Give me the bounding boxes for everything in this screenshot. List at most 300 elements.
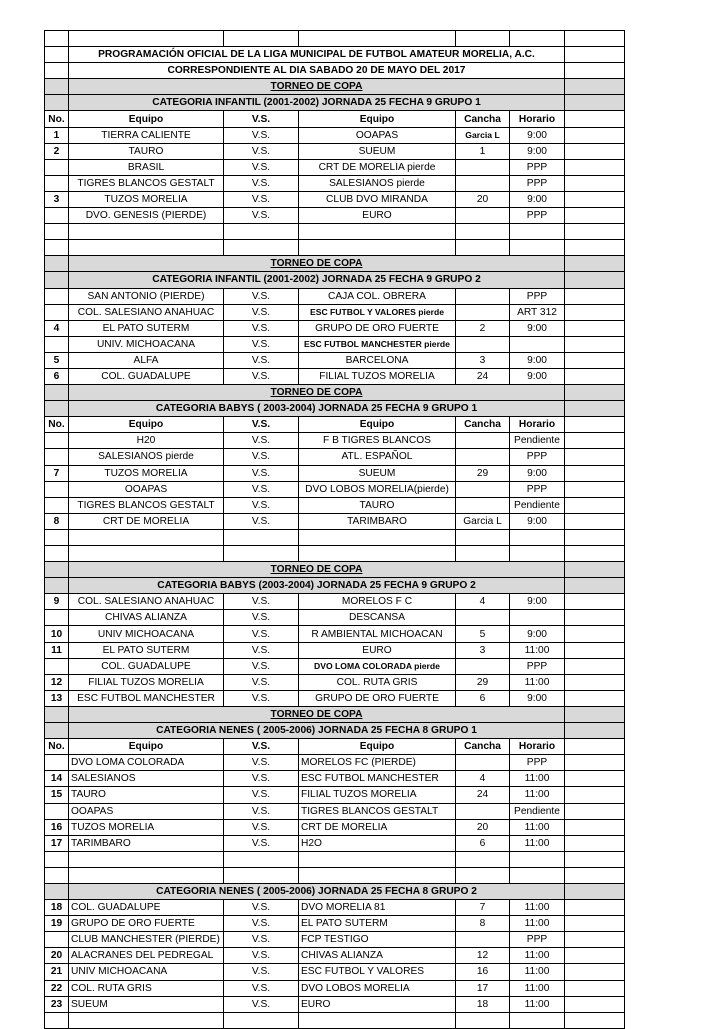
empty-cell <box>299 851 456 867</box>
torneo-heading: TORNEO DE COPA <box>69 385 565 401</box>
home-team: CHIVAS ALIANZA <box>69 610 224 626</box>
home-team: TUZOS MORELIA <box>69 465 224 481</box>
away-team: EURO <box>299 996 456 1012</box>
empty-cell <box>45 723 69 739</box>
empty-cell <box>45 401 69 417</box>
cancha-cell <box>456 304 510 320</box>
vs-label: V.S. <box>224 208 299 224</box>
vs-label: V.S. <box>224 916 299 932</box>
vs-label: V.S. <box>224 497 299 513</box>
horario-cell: PPP <box>510 932 565 948</box>
cancha-cell <box>456 497 510 513</box>
away-team: DVO LOBOS MORELIA <box>299 980 456 996</box>
cancha-cell <box>456 610 510 626</box>
empty-cell <box>565 562 625 578</box>
match-number: 6 <box>45 368 69 384</box>
home-team: SAN ANTONIO (PIERDE) <box>69 288 224 304</box>
match-row <box>45 127 625 143</box>
away-team: SUEUM <box>299 465 456 481</box>
empty-cell <box>565 964 625 980</box>
empty-cell <box>565 578 625 594</box>
header-equipo-home: Equipo <box>69 739 224 755</box>
empty-cell <box>224 867 299 883</box>
empty-cell <box>565 433 625 449</box>
empty-cell <box>565 127 625 143</box>
vs-label: V.S. <box>224 481 299 497</box>
category-row <box>45 95 625 111</box>
away-team: ESC FUTBOL Y VALORES pierde <box>299 304 456 320</box>
cancha-cell: 20 <box>456 819 510 835</box>
away-team: BARCELONA <box>299 352 456 368</box>
empty-cell <box>565 417 625 433</box>
match-row <box>45 964 625 980</box>
cancha-cell: 20 <box>456 191 510 207</box>
match-number <box>45 433 69 449</box>
match-number: 10 <box>45 626 69 642</box>
cancha-cell: 5 <box>456 626 510 642</box>
empty-cell <box>565 79 625 95</box>
match-row <box>45 208 625 224</box>
empty-cell <box>45 47 69 63</box>
empty-cell <box>565 916 625 932</box>
vs-label: V.S. <box>224 288 299 304</box>
match-number: 22 <box>45 980 69 996</box>
cancha-cell: 16 <box>456 964 510 980</box>
cancha-cell <box>456 433 510 449</box>
header-equipo-home: Equipo <box>69 111 224 127</box>
empty-cell <box>510 31 565 47</box>
away-team: ESC FUTBOL MANCHESTER pierde <box>299 336 456 352</box>
empty-cell <box>510 529 565 545</box>
torneo-heading: TORNEO DE COPA <box>69 706 565 722</box>
empty-cell <box>456 1012 510 1028</box>
vs-label: V.S. <box>224 787 299 803</box>
cancha-cell <box>456 288 510 304</box>
empty-cell <box>565 819 625 835</box>
match-row <box>45 449 625 465</box>
torneo-heading: TORNEO DE COPA <box>69 562 565 578</box>
title-row <box>45 63 625 79</box>
home-team: COL. SALESIANO ANAHUAC <box>69 594 224 610</box>
vs-label: V.S. <box>224 900 299 916</box>
empty-cell <box>69 1012 224 1028</box>
horario-cell: PPP <box>510 481 565 497</box>
horario-cell: 11:00 <box>510 771 565 787</box>
vs-label: V.S. <box>224 835 299 851</box>
torneo-heading: TORNEO DE COPA <box>69 256 565 272</box>
home-team: EL PATO SUTERM <box>69 320 224 336</box>
horario-cell: 9:00 <box>510 465 565 481</box>
home-team: BRASIL <box>69 159 224 175</box>
category-heading: CATEGORIA BABYS (2003-2004) JORNADA 25 FECHA 9 GRUPO 2 <box>69 578 565 594</box>
empty-cell <box>224 546 299 562</box>
match-row <box>45 513 625 529</box>
away-team: FCP TESTIGO <box>299 932 456 948</box>
horario-cell: 11:00 <box>510 916 565 932</box>
empty-cell <box>456 529 510 545</box>
empty-cell <box>565 513 625 529</box>
home-team: TAURO <box>69 787 224 803</box>
match-number <box>45 803 69 819</box>
cancha-cell: Garcia L <box>456 127 510 143</box>
header-equipo-home: Equipo <box>69 417 224 433</box>
match-number <box>45 610 69 626</box>
vs-label: V.S. <box>224 642 299 658</box>
cancha-cell: 18 <box>456 996 510 1012</box>
empty-cell <box>565 594 625 610</box>
empty-cell <box>69 31 224 47</box>
empty-cell <box>565 755 625 771</box>
empty-cell <box>565 948 625 964</box>
match-row <box>45 465 625 481</box>
match-row <box>45 755 625 771</box>
match-row <box>45 433 625 449</box>
cancha-cell: 7 <box>456 900 510 916</box>
away-team: OOAPAS <box>299 127 456 143</box>
horario-cell: PPP <box>510 658 565 674</box>
home-team: TIERRA CALIENTE <box>69 127 224 143</box>
horario-cell: 9:00 <box>510 690 565 706</box>
away-team: DVO MORELIA 81 <box>299 900 456 916</box>
empty-cell <box>69 851 224 867</box>
horario-cell: 9:00 <box>510 352 565 368</box>
empty-cell <box>565 610 625 626</box>
empty-cell <box>224 224 299 240</box>
cancha-cell: 1 <box>456 143 510 159</box>
away-team: CRT DE MORELIA <box>299 819 456 835</box>
empty-cell <box>299 240 456 256</box>
away-team: TAURO <box>299 497 456 513</box>
empty-cell <box>565 288 625 304</box>
column-header-row <box>45 111 625 127</box>
empty-cell <box>45 529 69 545</box>
vs-label: V.S. <box>224 191 299 207</box>
match-row <box>45 481 625 497</box>
category-row <box>45 723 625 739</box>
vs-label: V.S. <box>224 658 299 674</box>
match-number <box>45 497 69 513</box>
home-team: CLUB MANCHESTER (PIERDE) <box>69 932 224 948</box>
blank-row <box>45 546 625 562</box>
match-row <box>45 159 625 175</box>
away-team: ESC FUTBOL MANCHESTER <box>299 771 456 787</box>
empty-cell <box>45 63 69 79</box>
home-team: TIGRES BLANCOS GESTALT <box>69 175 224 191</box>
blank-row <box>45 240 625 256</box>
away-team: FILIAL TUZOS MORELIA <box>299 787 456 803</box>
horario-cell: PPP <box>510 449 565 465</box>
vs-label: V.S. <box>224 690 299 706</box>
horario-cell: Pendiente <box>510 497 565 513</box>
empty-cell <box>565 143 625 159</box>
match-row <box>45 594 625 610</box>
vs-label: V.S. <box>224 771 299 787</box>
empty-cell <box>45 1012 69 1028</box>
empty-cell <box>456 240 510 256</box>
vs-label: V.S. <box>224 368 299 384</box>
empty-cell <box>565 256 625 272</box>
empty-cell <box>565 690 625 706</box>
blank-row <box>45 31 625 47</box>
horario-cell: 11:00 <box>510 674 565 690</box>
cancha-cell: 8 <box>456 916 510 932</box>
away-team: CRT DE MORELIA pierde <box>299 159 456 175</box>
empty-cell <box>565 771 625 787</box>
away-team: EL PATO SUTERM <box>299 916 456 932</box>
horario-cell: PPP <box>510 755 565 771</box>
empty-cell <box>565 658 625 674</box>
category-heading: CATEGORIA INFANTIL (2001-2002) JORNADA 25 FECHA 9 GRUPO 2 <box>69 272 565 288</box>
home-team: SALESIANOS <box>69 771 224 787</box>
empty-cell <box>565 642 625 658</box>
vs-label: V.S. <box>224 932 299 948</box>
empty-cell <box>45 706 69 722</box>
category-row <box>45 883 625 899</box>
empty-cell <box>299 1012 456 1028</box>
vs-label: V.S. <box>224 948 299 964</box>
empty-cell <box>45 256 69 272</box>
home-team: ESC FUTBOL MANCHESTER <box>69 690 224 706</box>
empty-cell <box>299 31 456 47</box>
horario-cell: 9:00 <box>510 191 565 207</box>
home-team: ALFA <box>69 352 224 368</box>
vs-label: V.S. <box>224 996 299 1012</box>
away-team: GRUPO DE ORO FUERTE <box>299 320 456 336</box>
match-number <box>45 449 69 465</box>
match-number <box>45 208 69 224</box>
home-team: COL. GUADALUPE <box>69 658 224 674</box>
match-row <box>45 803 625 819</box>
horario-cell: 9:00 <box>510 127 565 143</box>
empty-cell <box>510 851 565 867</box>
empty-cell <box>45 562 69 578</box>
cancha-cell: 24 <box>456 787 510 803</box>
cancha-cell: 29 <box>456 674 510 690</box>
header-no: No. <box>45 417 69 433</box>
vs-label: V.S. <box>224 352 299 368</box>
home-team: TIGRES BLANCOS GESTALT <box>69 497 224 513</box>
match-number: 11 <box>45 642 69 658</box>
cancha-cell <box>456 449 510 465</box>
match-number: 21 <box>45 964 69 980</box>
away-team: CHIVAS ALIANZA <box>299 948 456 964</box>
home-team: GRUPO DE ORO FUERTE <box>69 916 224 932</box>
empty-cell <box>565 31 625 47</box>
header-vs: V.S. <box>224 739 299 755</box>
horario-cell: PPP <box>510 208 565 224</box>
empty-cell <box>565 449 625 465</box>
empty-cell <box>565 787 625 803</box>
match-row <box>45 996 625 1012</box>
match-row <box>45 932 625 948</box>
match-row <box>45 900 625 916</box>
match-row <box>45 368 625 384</box>
vs-label: V.S. <box>224 175 299 191</box>
empty-cell <box>45 224 69 240</box>
empty-cell <box>224 31 299 47</box>
empty-cell <box>45 851 69 867</box>
horario-cell: Pendiente <box>510 803 565 819</box>
empty-cell <box>45 79 69 95</box>
home-team: CRT DE MORELIA <box>69 513 224 529</box>
home-team: SUEUM <box>69 996 224 1012</box>
match-row <box>45 980 625 996</box>
home-team: COL. GUADALUPE <box>69 900 224 916</box>
home-team: TAURO <box>69 143 224 159</box>
category-row <box>45 401 625 417</box>
empty-cell <box>510 240 565 256</box>
empty-cell <box>456 224 510 240</box>
empty-cell <box>565 465 625 481</box>
match-row <box>45 497 625 513</box>
away-team: EURO <box>299 208 456 224</box>
cancha-cell <box>456 658 510 674</box>
horario-cell: 9:00 <box>510 320 565 336</box>
match-number <box>45 481 69 497</box>
empty-cell <box>565 95 625 111</box>
torneo-row <box>45 385 625 401</box>
match-row <box>45 835 625 851</box>
cancha-cell <box>456 481 510 497</box>
category-row <box>45 272 625 288</box>
vs-label: V.S. <box>224 626 299 642</box>
home-team: DVO LOMA COLORADA <box>69 755 224 771</box>
match-number: 2 <box>45 143 69 159</box>
empty-cell <box>565 208 625 224</box>
vs-label: V.S. <box>224 465 299 481</box>
cancha-cell <box>456 175 510 191</box>
empty-cell <box>565 626 625 642</box>
match-row <box>45 771 625 787</box>
home-team: FILIAL TUZOS MORELIA <box>69 674 224 690</box>
home-team: TARIMBARO <box>69 835 224 851</box>
vs-label: V.S. <box>224 594 299 610</box>
empty-cell <box>299 867 456 883</box>
match-number: 8 <box>45 513 69 529</box>
empty-cell <box>565 803 625 819</box>
vs-label: V.S. <box>224 674 299 690</box>
vs-label: V.S. <box>224 980 299 996</box>
empty-cell <box>565 883 625 899</box>
home-team: SALESIANOS pierde <box>69 449 224 465</box>
header-horario: Horario <box>510 417 565 433</box>
category-heading: CATEGORIA NENES ( 2005-2006) JORNADA 25 FECHA 8 GRUPO 1 <box>69 723 565 739</box>
empty-cell <box>565 835 625 851</box>
home-team: COL. RUTA GRIS <box>69 980 224 996</box>
empty-cell <box>456 31 510 47</box>
home-team: COL. GUADALUPE <box>69 368 224 384</box>
blank-row <box>45 851 625 867</box>
schedule-body <box>45 31 625 1029</box>
horario-cell: ART 312 <box>510 304 565 320</box>
category-heading: CATEGORIA NENES ( 2005-2006) JORNADA 25 FECHA 8 GRUPO 2 <box>69 883 565 899</box>
match-number: 9 <box>45 594 69 610</box>
blank-row <box>45 224 625 240</box>
away-team: COL. RUTA GRIS <box>299 674 456 690</box>
away-team: EURO <box>299 642 456 658</box>
torneo-row <box>45 562 625 578</box>
empty-cell <box>565 401 625 417</box>
cancha-cell: 2 <box>456 320 510 336</box>
empty-cell <box>565 159 625 175</box>
cancha-cell <box>456 336 510 352</box>
empty-cell <box>565 336 625 352</box>
away-team: ESC FUTBOL Y VALORES <box>299 964 456 980</box>
home-team: ALACRANES DEL PEDREGAL <box>69 948 224 964</box>
cancha-cell: 4 <box>456 771 510 787</box>
empty-cell <box>565 546 625 562</box>
empty-cell <box>565 996 625 1012</box>
empty-cell <box>565 851 625 867</box>
horario-cell <box>510 610 565 626</box>
vs-label: V.S. <box>224 803 299 819</box>
horario-cell: 9:00 <box>510 513 565 529</box>
match-row <box>45 626 625 642</box>
empty-cell <box>45 385 69 401</box>
home-team: EL PATO SUTERM <box>69 642 224 658</box>
empty-cell <box>565 240 625 256</box>
empty-cell <box>224 1012 299 1028</box>
match-row <box>45 610 625 626</box>
away-team: SALESIANOS pierde <box>299 175 456 191</box>
home-team: DVO. GENESIS (PIERDE) <box>69 208 224 224</box>
match-number: 12 <box>45 674 69 690</box>
horario-cell: 11:00 <box>510 835 565 851</box>
header-horario: Horario <box>510 111 565 127</box>
away-team: SUEUM <box>299 143 456 159</box>
empty-cell <box>510 867 565 883</box>
cancha-cell: 12 <box>456 948 510 964</box>
empty-cell <box>69 224 224 240</box>
cancha-cell: 24 <box>456 368 510 384</box>
away-team: MORELOS FC (PIERDE) <box>299 755 456 771</box>
home-team: COL. SALESIANO ANAHUAC <box>69 304 224 320</box>
title-row <box>45 47 625 63</box>
header-no: No. <box>45 111 69 127</box>
vs-label: V.S. <box>224 964 299 980</box>
match-number <box>45 304 69 320</box>
cancha-cell: 6 <box>456 690 510 706</box>
category-heading: CATEGORIA BABYS ( 2003-2004) JORNADA 25 FECHA 9 GRUPO 1 <box>69 401 565 417</box>
empty-cell <box>565 529 625 545</box>
empty-cell <box>565 368 625 384</box>
match-row <box>45 191 625 207</box>
match-number: 5 <box>45 352 69 368</box>
away-team: CLUB DVO MIRANDA <box>299 191 456 207</box>
empty-cell <box>45 240 69 256</box>
away-team: ATL. ESPAÑOL <box>299 449 456 465</box>
match-row <box>45 304 625 320</box>
empty-cell <box>565 175 625 191</box>
empty-cell <box>565 224 625 240</box>
horario-cell: 11:00 <box>510 819 565 835</box>
horario-cell: 11:00 <box>510 948 565 964</box>
empty-cell <box>565 723 625 739</box>
header-cancha: Cancha <box>456 111 510 127</box>
empty-cell <box>299 224 456 240</box>
document-title: PROGRAMACIÓN OFICIAL DE LA LIGA MUNICIPAL DE FUTBOL AMATEUR MORELIA, A.C. <box>69 47 565 63</box>
away-team: H2O <box>299 835 456 851</box>
home-team: OOAPAS <box>69 481 224 497</box>
header-cancha: Cancha <box>456 417 510 433</box>
match-number: 16 <box>45 819 69 835</box>
horario-cell: PPP <box>510 159 565 175</box>
match-number <box>45 159 69 175</box>
horario-cell: 11:00 <box>510 900 565 916</box>
vs-label: V.S. <box>224 513 299 529</box>
horario-cell: Pendiente <box>510 433 565 449</box>
match-number: 20 <box>45 948 69 964</box>
